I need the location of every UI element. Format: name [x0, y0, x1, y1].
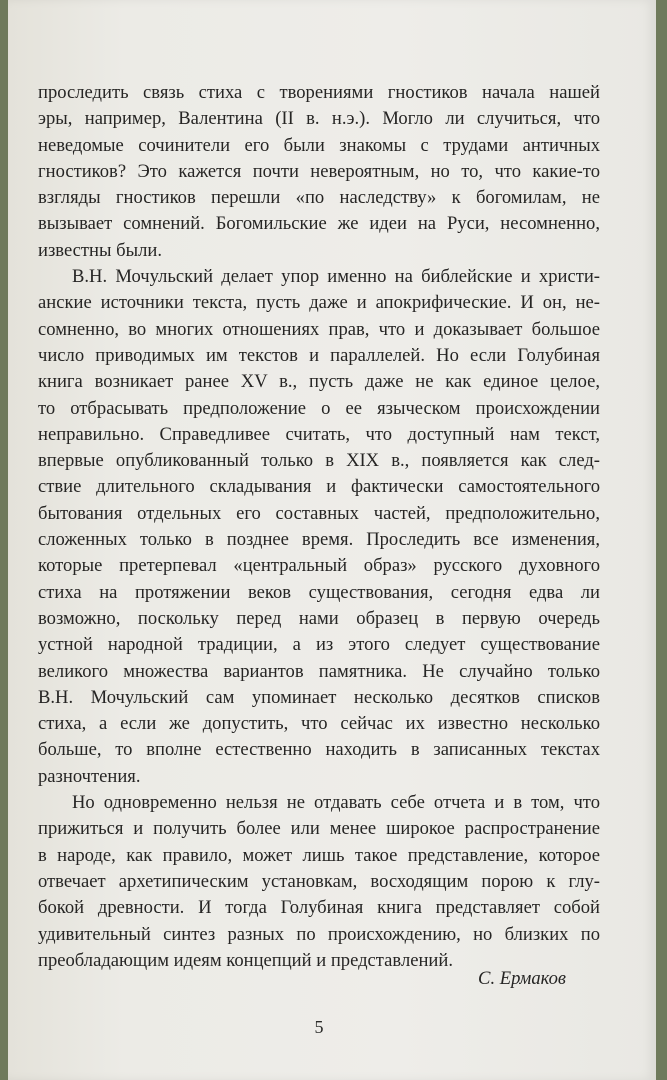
text-line: больше, то вполне естественно находить в записанных текстах — [38, 739, 600, 761]
text-line: анские источники текста, пусть даже и апокрифические. И он, не- — [38, 292, 600, 314]
text-line: сомненно, во многих отношениях прав, что и доказывает большое — [38, 318, 600, 340]
text-line: которые претерпевал «центральный образ» русского духовного — [38, 555, 600, 577]
text-line: удивительный синтез разных по происхождению, но близких по — [38, 923, 600, 945]
page-number: 5 — [314, 1017, 324, 1037]
book-page — [8, 0, 656, 1080]
author-signature: С. Ермаков — [478, 968, 566, 989]
text-line: вызывает сомнений. Богомильские же идеи на Руси, несомненно, — [38, 213, 600, 235]
body-text — [38, 80, 600, 974]
text-line: стиха, а если же допустить, что сейчас их известно несколько — [38, 713, 600, 735]
text-line: бытования отдельных его составных частей, предположительно, — [38, 502, 600, 524]
text-line: то отбрасывать предположение о ее языческом происхождении — [38, 397, 600, 419]
paragraph-start-line: В.Н. Мочульский делает упор именно на библейские и христи- — [72, 266, 600, 288]
text-line: проследить связь стиха с творениями гностиков начала нашей — [38, 82, 600, 103]
text-line: ствие длительного складывания и фактически самостоятельного — [38, 476, 600, 498]
text-line: прижиться и получить более или менее широкое распространение — [38, 818, 600, 840]
text-line: эры, например, Валентина (II в. н.э.). Могло ли случиться, что — [38, 108, 600, 130]
text-line: великого множества вариантов памятника. Не случайно только — [38, 660, 600, 682]
paragraph-start-line: Но одновременно нельзя не отдавать себе отчета и в том, что — [72, 792, 600, 814]
text-line: бокой древности. И тогда Голубиная книга представляет собой — [38, 897, 600, 919]
text-line: взгляды гностиков перешли «по наследству» к богомилам, не — [38, 187, 600, 209]
text-line: стиха на протяжении веков существования, сегодня едва ли — [38, 581, 600, 603]
text-line: преобладающим идеям концепций и представлений. — [38, 949, 453, 971]
text-line: гностиков? Это кажется почти невероятным, но то, что какие-то — [38, 160, 600, 182]
text-line: книга возникает ранее XV в., пусть даже не как единое целое, — [38, 371, 600, 393]
text-line: известны были. — [38, 239, 162, 261]
text-line: устной народной традиции, а из этого следует существование — [38, 634, 600, 656]
text-line: неправильно. Справедливее считать, что доступный нам текст, — [38, 423, 600, 445]
text-line: отвечает архетипическим установкам, восходящим порою к глу- — [38, 870, 600, 892]
text-line: впервые опубликованный только в XIX в., появляется как след- — [38, 450, 600, 472]
text-line: возможно, поскольку перед нами образец в первую очередь — [38, 607, 600, 629]
text-line: неведомые сочинители его были знакомы с трудами античных — [38, 134, 600, 156]
text-line: число приводимых им текстов и параллелей. Но если Голубиная — [38, 344, 600, 366]
text-line: в народе, как правило, может лишь такое представление, которое — [38, 844, 600, 866]
text-line: разночтения. — [38, 765, 141, 787]
text-line: сложенных только в позднее время. Проследить все изменения, — [38, 529, 600, 551]
text-line: В.Н. Мочульский сам упоминает несколько десятков списков — [38, 686, 600, 708]
